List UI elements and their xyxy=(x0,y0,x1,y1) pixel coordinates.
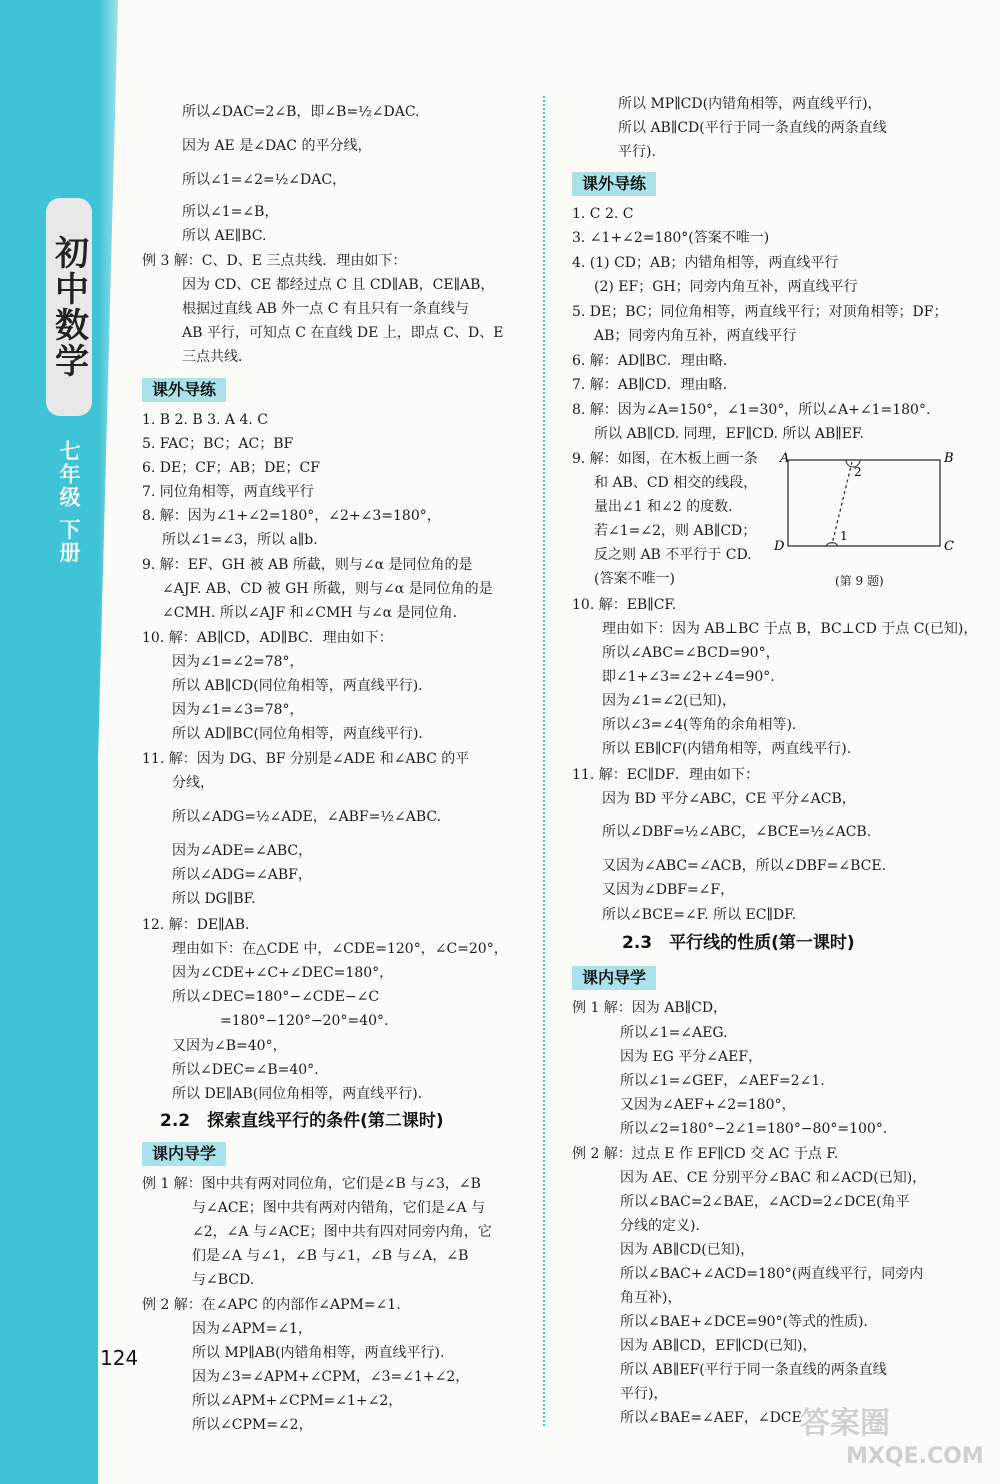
text-line: 所以∠DEC=∠B=40°. xyxy=(172,1062,319,1078)
text-line: 所以∠1=∠B， xyxy=(182,204,279,220)
text-line: 所以∠APM+∠CPM=∠1+∠2， xyxy=(192,1393,403,1409)
text-line: 因为∠3=∠APM+∠CPM，∠3=∠1+∠2， xyxy=(192,1369,470,1385)
text-line: 例 1 解：图中共有两对同位角，它们是∠B 与∠3，∠B xyxy=(142,1176,481,1192)
text-line: 因为 BD 平分∠ABC，CE 平分∠ACB， xyxy=(602,791,856,807)
text-line: 7. 解：AB∥CD．理由略． xyxy=(572,377,737,393)
text-line: 所以 AB∥CD. 同理，EF∥CD. 所以 AB∥EF. xyxy=(594,426,864,442)
text-line: 因为 AB∥CD(已知)， xyxy=(620,1242,755,1258)
text-line: 5. FAC；BC；AC；BF xyxy=(142,436,294,452)
text-line: 又因为∠ABC=∠ACB，所以∠DBF=∠BCE. xyxy=(602,858,887,874)
text-line: 与∠BCD. xyxy=(192,1272,255,1288)
figure-angle-2: 2 xyxy=(854,465,862,479)
figure-caption: (第 9 题) xyxy=(835,574,884,588)
text-line: 8. 解：因为∠1+∠2=180°，∠2+∠3=180°， xyxy=(142,508,441,524)
text-line: 所以∠BAC+∠ACD=180°(两直线平行，同旁内 xyxy=(620,1266,924,1282)
text-line: 9. 解：如图，在木板上画一条 xyxy=(572,451,758,467)
figure-angle-1: 1 xyxy=(840,529,848,543)
text-line: 所以∠BAE+∠DCE=90°(等式的性质). xyxy=(620,1314,868,1330)
text-line: 所以∠1=∠GEF，∠AEF=2∠1. xyxy=(620,1073,825,1089)
text-line: 所以∠1=∠3，所以 a∥b. xyxy=(162,532,318,548)
text-line: 6. 解：AD∥BC．理由略． xyxy=(572,353,737,369)
text-line: 所以 AB∥CD(平行于同一条直线的两条直线 xyxy=(618,120,887,136)
text-line: 所以 DG∥BF. xyxy=(172,891,256,907)
text-line: 11. 解：EC∥DF．理由如下： xyxy=(572,767,760,783)
text-line: 所以 DE∥AB(同位角相等，两直线平行). xyxy=(172,1086,423,1102)
book-title: 初中数学 xyxy=(48,235,89,379)
section-title-2-3: 2.3 平行线的性质(第一课时) xyxy=(622,933,855,953)
text-line: 所以∠ABC=∠BCD=90°， xyxy=(602,645,780,661)
text-line: 所以∠1=∠2=½∠DAC， xyxy=(182,172,347,188)
text-line: =180°−120°−20°=40°. xyxy=(220,1013,389,1029)
text-line: ∠AJF. AB、CD 被 GH 所截，则与∠α 是同位角的是 xyxy=(162,581,493,597)
text-line: 12. 解：DE∥AB. xyxy=(142,917,250,933)
text-line: 所以∠BAE=∠AEF，∠DCE xyxy=(620,1410,802,1426)
text-line: 分线的定义). xyxy=(620,1218,700,1234)
text-line: 10. 解：EB∥CF. xyxy=(572,597,677,613)
watermark: 答案圈 xyxy=(800,1406,890,1441)
text-line: 7. 同位角相等，两直线平行 xyxy=(142,484,314,500)
page-number: 124 xyxy=(100,1346,139,1370)
text-line: 所以∠DEC=180°−∠CDE−∠C xyxy=(172,989,380,1005)
text-line: 理由如下：因为 AB⊥BC 于点 B，BC⊥CD 于点 C(已知)， xyxy=(602,621,978,637)
text-line: 因为 AE 是∠DAC 的平分线， xyxy=(182,138,372,154)
text-line: 11. 解：因为 DG、BF 分别是∠ADE 和∠ABC 的平 xyxy=(142,751,470,767)
sidebar xyxy=(0,0,118,1484)
section-heading-extra: 课外导练 xyxy=(572,172,656,196)
text-line: 所以 AB∥EF(平行于同一条直线的两条直线 xyxy=(620,1362,887,1378)
text-line: 所以∠3=∠4(等角的余角相等). xyxy=(602,717,797,733)
text-line: 三点共线． xyxy=(182,349,252,365)
text-line: 角互补)， xyxy=(620,1290,682,1306)
text-line: 因为∠1=∠3=78°， xyxy=(172,702,304,718)
text-line: 所以∠ADG=½∠ADE，∠ABF=½∠ABC. xyxy=(172,809,442,825)
text-line: (2) EF；GH；同旁内角互补，两直线平行 xyxy=(594,279,858,295)
text-line: 所以 AD∥BC(同位角相等，两直线平行). xyxy=(172,726,423,742)
text-line: 因为∠APM=∠1， xyxy=(192,1321,312,1337)
text-line: 例 2 解：过点 E 作 EF∥CD 交 AC 于点 F. xyxy=(572,1146,839,1162)
text-line: 若∠1=∠2，则 AB∥CD； xyxy=(594,523,757,539)
section-heading-extra: 课外导练 xyxy=(142,378,226,402)
text-line: (答案不唯一) xyxy=(594,571,675,587)
text-line: 因为∠ADE=∠ABC， xyxy=(172,843,313,859)
text-line: 平行)， xyxy=(620,1386,668,1402)
figure-label-d: D xyxy=(774,539,785,554)
text-line: 9. 解：EF、GH 被 AB 所截，则与∠α 是同位角的是 xyxy=(142,557,473,573)
figure-board xyxy=(788,460,940,546)
text-line: 3. ∠1+∠2=180°(答案不唯一) xyxy=(572,230,770,246)
section-title-2-2: 2.2 探索直线平行的条件(第二课时) xyxy=(160,1111,444,1131)
grade-label: 七年级 下册 xyxy=(57,440,81,565)
text-line: ∠CMH. 所以∠AJF 和∠CMH 与∠α 是同位角． xyxy=(162,605,467,621)
text-line: 所以 MP∥CD(内错角相等，两直线平行)， xyxy=(618,96,882,112)
text-line: 因为∠CDE+∠C+∠DEC=180°， xyxy=(172,965,394,981)
text-line: 平行). xyxy=(618,144,656,160)
column-divider xyxy=(543,96,545,1426)
text-line: 所以 AB∥CD(同位角相等，两直线平行). xyxy=(172,678,423,694)
text-line: 例 3 解：C、D、E 三点共线．理由如下： xyxy=(142,253,407,269)
text-line: 所以∠1=∠AEG. xyxy=(620,1025,728,1041)
text-line: 分线， xyxy=(172,775,214,791)
text-line: 例 1 解：因为 AB∥CD， xyxy=(572,1000,728,1016)
text-line: 因为 CD、CE 都经过点 C 且 CD∥AB，CE∥AB， xyxy=(182,277,495,293)
text-line: 所以 MP∥AB(内错角相等，两直线平行). xyxy=(192,1345,445,1361)
text-line: 反之则 AB 不平行于 CD. xyxy=(594,547,752,563)
book-title-box xyxy=(46,198,92,416)
text-line: 量出∠1 和∠2 的度数． xyxy=(594,499,743,515)
text-line: 所以 EB∥CF(内错角相等，两直线平行). xyxy=(602,741,852,757)
text-line: 8. 解：因为∠A=150°，∠1=30°，所以∠A+∠1=180°. xyxy=(572,402,931,418)
text-line: 10. 解：AB∥CD，AD∥BC．理由如下： xyxy=(142,630,393,646)
section-heading-inclass: 课内导学 xyxy=(572,966,656,990)
figure-label-a: A xyxy=(780,451,790,466)
text-line: 因为∠1=∠2=78°， xyxy=(172,654,304,670)
text-line: 所以∠BAC=2∠BAE，∠ACD=2∠DCE(角平 xyxy=(620,1194,910,1210)
text-line: 5. DE；BC；同位角相等，两直线平行；对顶角相等；DF； xyxy=(572,304,948,320)
sidebar-taper xyxy=(98,0,118,760)
figure-label-b: B xyxy=(944,451,954,466)
text-line: 根据过直线 AB 外一点 C 有且只有一条直线与 xyxy=(182,301,469,317)
text-line: 所以∠DBF=½∠ABC，∠BCE=½∠ACB. xyxy=(602,824,872,840)
text-line: 4. (1) CD；AB；内错角相等，两直线平行 xyxy=(572,255,839,271)
text-line: 和 AB、CD 相交的线段， xyxy=(594,475,758,491)
text-line: ∠2，∠A 与∠ACE；图中共有四对同旁内角，它 xyxy=(192,1224,492,1240)
text-line: 所以∠2=180°−2∠1=180°−80°=100°. xyxy=(620,1121,888,1137)
text-line: 因为 AE、CE 分别平分∠BAC 和∠ACD(已知)， xyxy=(620,1170,927,1186)
text-line: 所以 AE∥BC. xyxy=(182,228,267,244)
text-line: 所以∠CPM=∠2， xyxy=(192,1417,313,1433)
text-line: AB 平行，可知点 C 在直线 DE 上，即点 C、D、E xyxy=(182,325,504,341)
text-line: 即∠1+∠3=∠2+∠4=90°. xyxy=(602,669,775,685)
text-line: 1. B 2. B 3. A 4. C xyxy=(142,412,268,428)
watermark-sub: MXQE.COM xyxy=(846,1444,984,1469)
text-line: 因为 EG 平分∠AEF， xyxy=(620,1049,763,1065)
text-line: AB；同旁内角互补，两直线平行 xyxy=(594,328,797,344)
text-line: 理由如下：在△CDE 中，∠CDE=120°，∠C=20°， xyxy=(172,941,508,957)
section-heading-inclass: 课内导学 xyxy=(142,1142,226,1166)
text-line: 因为 AB∥CD，EF∥CD(已知)， xyxy=(620,1338,817,1354)
text-line: 们是∠A 与∠1，∠B 与∠1，∠B 与∠A，∠B xyxy=(192,1248,469,1264)
text-line: 所以∠DAC=2∠B，即∠B=½∠DAC. xyxy=(182,104,420,120)
text-line: 所以∠ADG=∠ABF， xyxy=(172,867,312,883)
text-line: 6. DE；CF；AB；DE；CF xyxy=(142,460,320,476)
text-line: 所以∠BCE=∠F. 所以 EC∥DF. xyxy=(602,907,797,923)
text-line: 与∠ACE；图中共有两对内错角，它们是∠A 与 xyxy=(192,1200,486,1216)
text-line: 例 2 解：在∠APC 的内部作∠APM=∠1. xyxy=(142,1297,401,1313)
text-line: 又因为∠DBF=∠F， xyxy=(602,882,735,898)
text-line: 又因为∠B=40°， xyxy=(172,1038,287,1054)
text-line: 又因为∠AEF+∠2=180°， xyxy=(620,1097,796,1113)
text-line: 因为∠1=∠2(已知)， xyxy=(602,693,736,709)
figure-label-c: C xyxy=(944,539,954,554)
text-line: 1. C 2. C xyxy=(572,206,634,222)
